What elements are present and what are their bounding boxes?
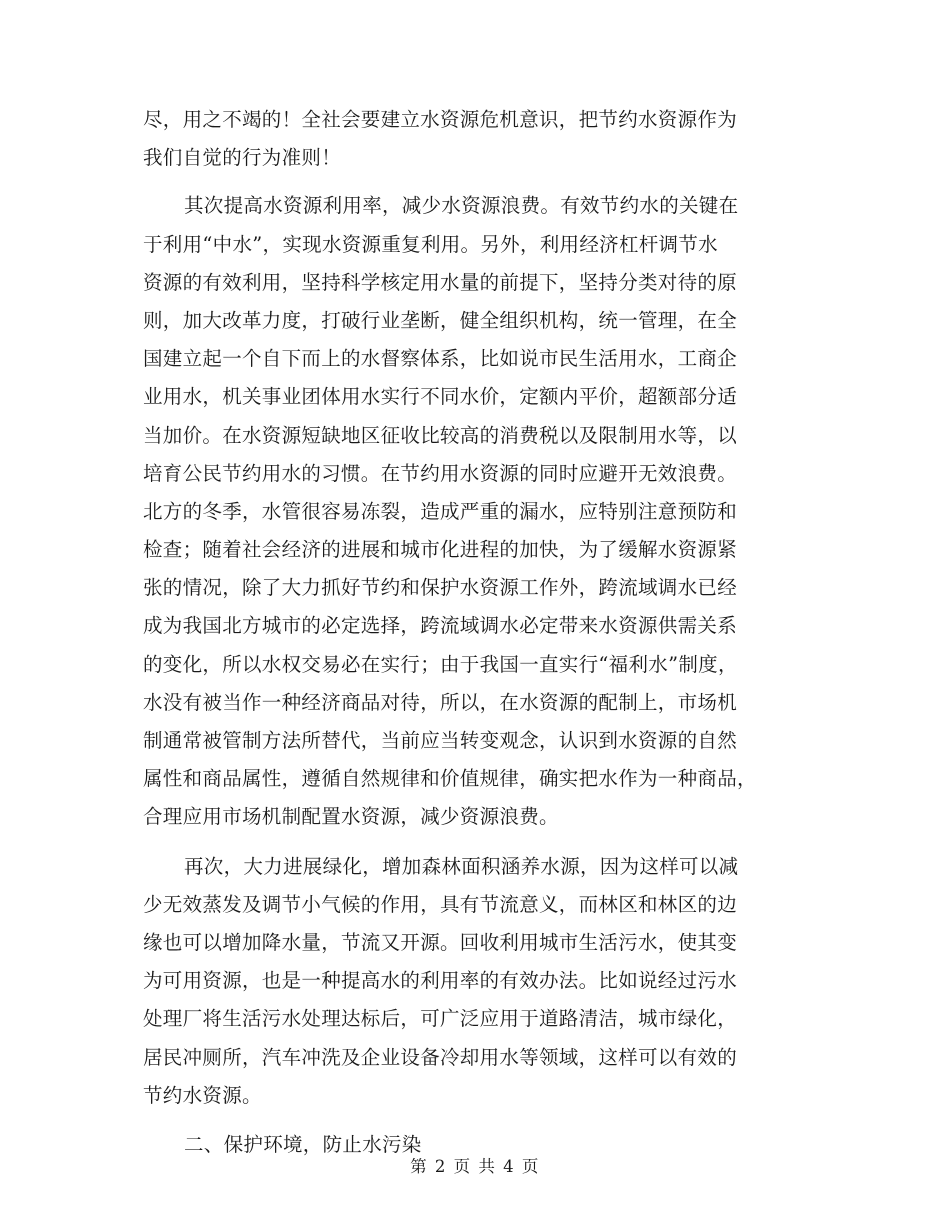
text-line: 张的情况，除了大力抓好节约和保护水资源工作外，跨流域调水已经 bbox=[143, 576, 738, 600]
text-line: 为可用资源，也是一种提高水的利用率的有效办法。比如说经过污水 bbox=[143, 969, 738, 993]
text-line: 尽，用之不竭的！全社会要建立水资源危机意识，把节约水资源作为 bbox=[143, 108, 738, 131]
text-line: 处理厂将生活污水处理达标后，可广泛应用于道路清洁，城市绿化， bbox=[143, 1007, 738, 1031]
text-line: 我们自觉的行为准则！ bbox=[143, 146, 342, 170]
text-line: 北方的冬季，水管很容易冻裂，造成严重的漏水，应特别注意预防和 bbox=[143, 499, 738, 523]
text-line: 属性和商品属性，遵循自然规律和价值规律，确实把水作为一种商品， bbox=[143, 767, 757, 791]
text-line: 节约水资源。 bbox=[143, 1083, 262, 1107]
text-line: 水没有被当作一种经济商品对待，所以，在水资源的配制上，市场机 bbox=[143, 690, 738, 714]
document-body bbox=[143, 101, 808, 1164]
text-line: 当加价。在水资源短缺地区征收比较高的消费税以及限制用水等，以 bbox=[143, 423, 738, 447]
text-line: 国建立起一个自下而上的水督察体系，比如说市民生活用水，工商企 bbox=[143, 347, 738, 371]
text-line: 少无效蒸发及调节小气候的作用，具有节流意义，而林区和林区的边 bbox=[143, 892, 738, 916]
text-line: 于利用“中水”，实现水资源重复利用。另外，利用经济杠杆调节水 bbox=[143, 232, 718, 256]
paragraph-1 bbox=[143, 101, 808, 177]
text-line: 其次提高水资源利用率，减少水资源浪费。有效节约水的关键在 bbox=[184, 194, 739, 218]
text-line: 成为我国北方城市的必定选择，跨流域调水必定带来水资源供需关系 bbox=[143, 614, 738, 638]
section-heading-text: 二、保护环境，防止水污染 bbox=[184, 1132, 422, 1156]
paragraph-2 bbox=[143, 187, 808, 836]
text-line: 培育公民节约用水的习惯。在节约用水资源的同时应避开无效浪费。 bbox=[143, 461, 738, 485]
text-line: 检查；随着社会经济的进展和城市化进程的加快，为了缓解水资源紧 bbox=[143, 538, 738, 562]
text-line: 再次，大力进展绿化，增加森林面积涵养水源，因为这样可以减 bbox=[184, 854, 739, 878]
text-line: 资源的有效利用，坚持科学核定用水量的前提下，坚持分类对待的原 bbox=[143, 270, 738, 294]
text-line: 缘也可以增加降水量，节流又开源。回收利用城市生活污水，使其变 bbox=[143, 930, 738, 954]
paragraph-3 bbox=[143, 848, 808, 1115]
text-line: 的变化，所以水权交易必在实行；由于我国一直实行“福利水”制度， bbox=[143, 652, 738, 676]
page-number-footer: 第 2 页 共 4 页 bbox=[410, 1157, 540, 1176]
text-line: 居民冲厕所，汽车冲洗及企业设备冷却用水等领域，这样可以有效的 bbox=[143, 1045, 738, 1069]
text-line: 制通常被管制方法所替代，当前应当转变观念，认识到水资源的自然 bbox=[143, 729, 738, 752]
text-line: 则，加大改革力度，打破行业垄断，健全组织机构，统一管理，在全 bbox=[143, 308, 738, 332]
text-line: 合理应用市场机制配置水资源，减少资源浪费。 bbox=[143, 805, 559, 829]
text-line: 业用水，机关事业团体用水实行不同水价，定额内平价，超额部分适 bbox=[143, 385, 738, 409]
